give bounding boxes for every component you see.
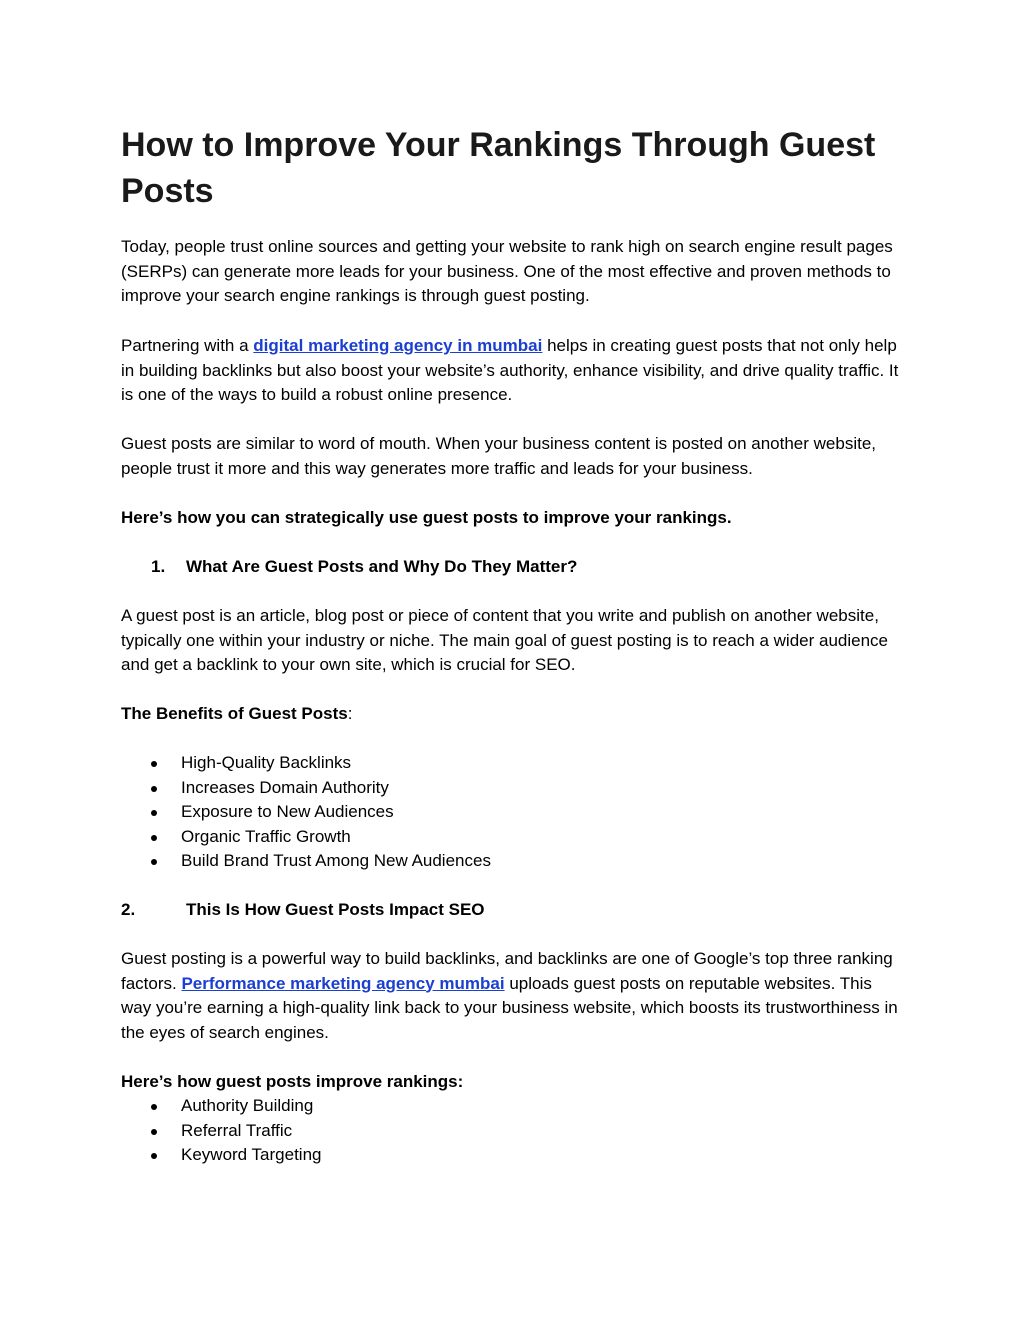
section2-text-after: uploads guest posts on reputable websites. This way you’re earning a high-quality link back to your business website, which boosts its trustworthiness in the eyes of search engines. [121, 973, 898, 1042]
list-item [121, 776, 491, 801]
benefits-heading-colon: : [347, 704, 353, 723]
word-of-mouth-paragraph: Guest posts are similar to word of mouth. When your business content is posted on another website, people trust it more and this way generates more traffic and leads for your business. [121, 434, 876, 478]
improve-heading: Here’s how guest posts improve rankings: [121, 1072, 464, 1091]
partner-paragraph [121, 334, 906, 408]
list-item-label: Referral Traffic [181, 1120, 293, 1140]
list-item-label: Exposure to New Audiences [181, 802, 394, 821]
bullet-icon [151, 810, 157, 816]
list-item-label: Build Brand Trust Among New Audiences [181, 851, 491, 870]
bullet-icon [151, 786, 157, 792]
benefits-heading [121, 702, 906, 727]
section2-body [121, 947, 906, 1045]
section2-text-before: Guest posting is a powerful way to build backlinks, and backlinks are one of Google’s top three ranking factors. [121, 949, 893, 993]
bullet-icon [151, 859, 157, 865]
list-item [121, 825, 491, 850]
list-item [121, 1143, 322, 1168]
list-item-label: Increases Domain Authority [181, 777, 389, 797]
bullet-icon [151, 1153, 157, 1159]
list-item-label: Organic Traffic Growth [181, 826, 351, 846]
list-item [121, 800, 491, 825]
bullet-icon [151, 1129, 157, 1135]
strategy-heading: Here’s how you can strategically use guest posts to improve your rankings. [121, 508, 732, 527]
list-item-label: Keyword Targeting [181, 1145, 322, 1164]
section1-heading: What Are Guest Posts and Why Do They Matter? [186, 557, 578, 576]
section1-body: A guest post is an article, blog post or piece of content that you write and publish on another website, typically one within your industry or niche. The main goal of guest posting is to reach a wider audience and get a backlink to your own site, which is crucial for SEO. [121, 606, 889, 674]
digital-marketing-agency-link[interactable]: digital marketing agency in mumbai [253, 336, 543, 355]
performance-marketing-agency-link[interactable]: Performance marketing agency mumbai [181, 973, 505, 993]
benefits-heading-text: The Benefits of Guest Posts [121, 704, 348, 723]
list-item [121, 751, 491, 776]
bullet-icon [151, 1104, 157, 1110]
list-item-label: Authority Building [181, 1096, 314, 1115]
list-item [121, 849, 491, 874]
list-item [121, 1094, 322, 1119]
list-item-label: High-Quality Backlinks [181, 753, 352, 772]
partner-text-before: Partnering with a [121, 336, 254, 355]
section2-number: 2. [121, 900, 136, 919]
list-item [121, 1119, 322, 1144]
improve-list [121, 1094, 322, 1168]
bullet-icon [151, 835, 157, 841]
section1-number: 1. [151, 557, 166, 576]
section2-heading: This Is How Guest Posts Impact SEO [186, 900, 485, 919]
partner-text-after: helps in creating guest posts that not only help in building backlinks but also boost your website’s authority, enhance visibility, and drive quality traffic. It is one of the ways to build a robust online presence. [121, 336, 899, 404]
benefits-list [121, 751, 491, 874]
page-title: How to Improve Your Rankings Through Guest Posts [121, 126, 876, 210]
intro-paragraph: Today, people trust online sources and getting your website to rank high on search engine result pages (SERPs) can generate more leads for your business. One of the most effective and proven methods to improve your search engine rankings is through guest posting. [121, 237, 893, 305]
bullet-icon [151, 761, 157, 767]
